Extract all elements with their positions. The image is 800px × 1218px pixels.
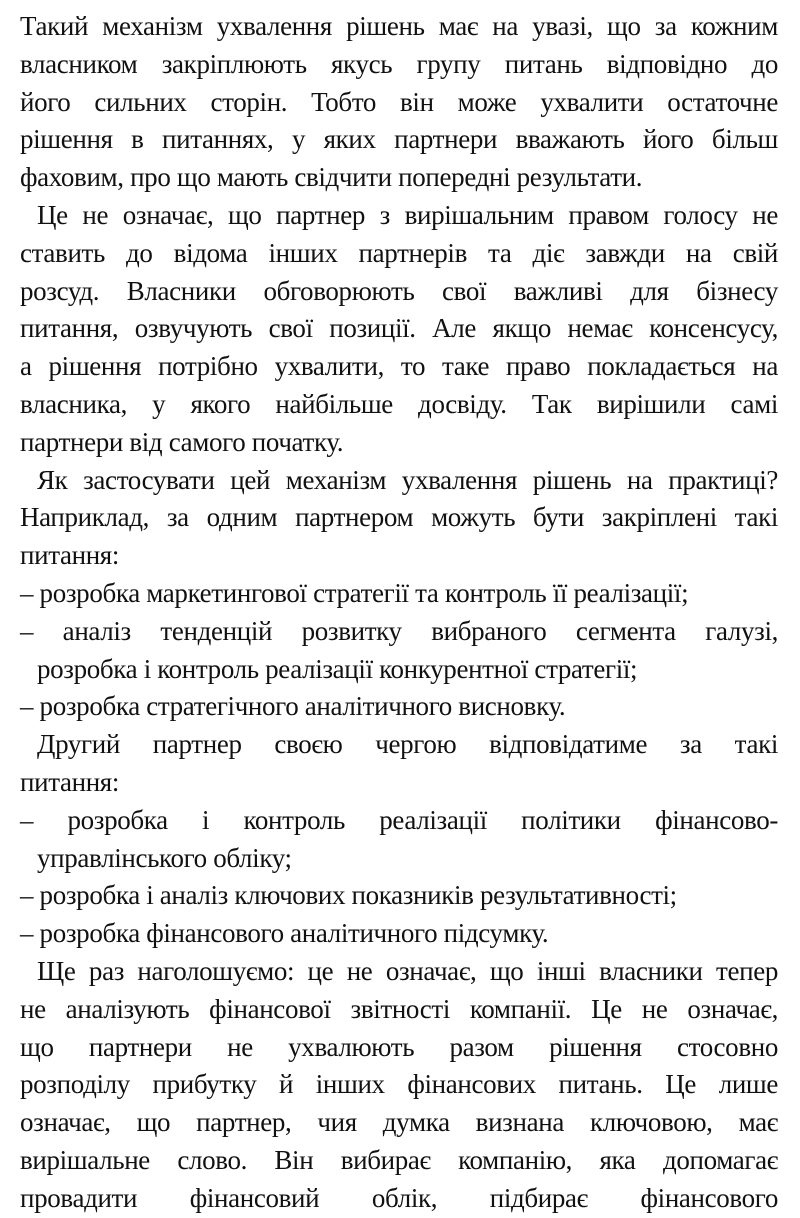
paragraph-decision-mechanism	[20, 8, 778, 197]
text-line: питання, озвучують свої позиції. Але якщо немає консенсусу,	[20, 313, 778, 344]
paragraph-consensus	[20, 197, 778, 462]
second-partner-responsibilities-list	[20, 802, 778, 953]
text-line: Другий партнер своєю чергою відповідатиме за такі	[37, 729, 778, 760]
text-line: Як застосувати цей механізм ухвалення рішень на практиці?	[37, 464, 778, 495]
text-line: його сильних сторін. Тобто він може ухвалити остаточне	[20, 86, 778, 117]
first-partner-responsibilities-list	[20, 575, 778, 726]
text-line: питання:	[20, 540, 120, 571]
list-item-line: управлінського обліку;	[37, 842, 292, 873]
text-line: що партнери не ухвалюють разом рішення стосовно	[20, 1031, 778, 1062]
list-item	[20, 802, 778, 878]
document-page	[20, 8, 778, 1218]
text-line: розсуд. Власники обговорюють свої важливі для бізнесу	[20, 275, 778, 306]
text-line: власником закріплюють якусь групу питань відповідно до	[20, 48, 778, 79]
text-line: розподілу прибутку й інших фінансових питань. Це лише	[20, 1069, 778, 1100]
text-line: ставить до відома інших партнерів та діє завжди на свій	[20, 237, 778, 268]
text-line: власника, у якого найбільше досвіду. Так вирішили самі	[20, 388, 778, 419]
list-item-line: – розробка і контроль реалізації політики фінансово-	[20, 804, 778, 835]
text-line: Такий механізм ухвалення рішень має на увазі, що за кожним	[20, 11, 778, 41]
list-item	[20, 613, 778, 689]
paragraph-practice-intro	[20, 462, 778, 575]
text-line: Це не означає, що партнер з вирішальним правом голосу не	[37, 199, 778, 230]
text-line: а рішення потрібно ухвалити, то таке право покладається на	[20, 351, 778, 382]
text-line: означає, що партнер, чия думка визнана ключовою, має	[20, 1107, 778, 1138]
text-line: Наприклад, за одним партнером можуть бути закріплені такі	[20, 502, 778, 533]
text-line: питання:	[20, 766, 120, 797]
text-line: вирішальне слово. Він вибирає компанію, яка допомагає	[20, 1144, 778, 1175]
text-line: провадити фінансовий облік, підбирає фінансового	[20, 1182, 778, 1213]
list-item	[20, 688, 778, 726]
paragraph-emphasis	[20, 953, 778, 1218]
list-item-line: – розробка і аналіз ключових показників результативності;	[20, 880, 677, 911]
paragraph-second-partner	[20, 726, 778, 802]
list-item	[20, 877, 778, 915]
list-item-line: – розробка маркетингової стратегії та контроль її реалізації;	[20, 577, 689, 608]
list-item-line: розробка і контроль реалізації конкурентної стратегії;	[37, 653, 638, 684]
text-line: партнери від самого початку.	[20, 426, 344, 457]
list-item-line: – розробка фінансового аналітичного підсумку.	[20, 918, 549, 949]
list-item-line: – аналіз тенденцій розвитку вибраного сегмента галузі,	[20, 615, 778, 646]
list-item	[20, 575, 778, 613]
text-line: не аналізують фінансової звітності компанії. Це не означає,	[20, 993, 778, 1024]
text-line: фаховим, про що мають свідчити попередні результати.	[20, 162, 643, 193]
text-line: рішення в питаннях, у яких партнери вважають його більш	[20, 124, 778, 155]
list-item-line: – розробка стратегічного аналітичного висновку.	[20, 691, 566, 722]
text-line: Ще раз наголошуємо: це не означає, що інші власники тепер	[37, 955, 778, 986]
list-item	[20, 915, 778, 953]
